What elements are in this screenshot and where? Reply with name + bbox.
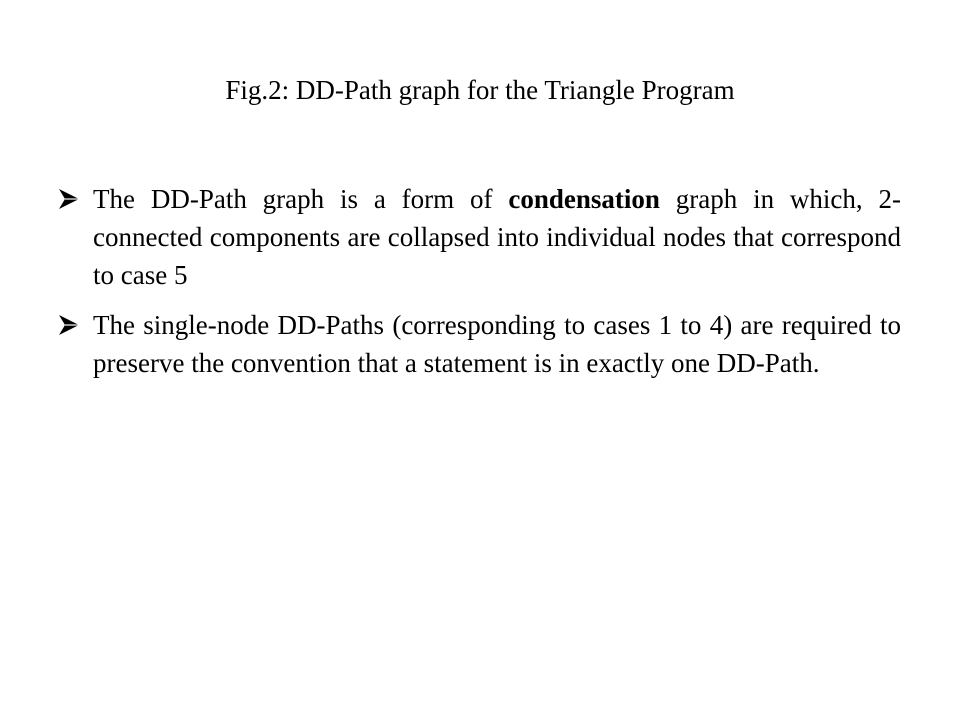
bullet-list	[57, 180, 901, 394]
bullet-text-part: graph in which, 2-connected components are collapsed into individual nodes that correspond to case 5	[93, 184, 901, 290]
arrowhead-bullet-icon	[57, 187, 81, 211]
bullet-text	[93, 184, 901, 290]
bullet-text-part: The DD-Path graph is a form of	[93, 184, 509, 214]
figure-caption: Fig.2: DD-Path graph for the Triangle Program	[225, 75, 735, 105]
bullet-item	[57, 306, 901, 382]
bullet-text-part: The single-node DD-Paths (corresponding to cases 1 to 4) are required to preserve the convention that a statement is in exactly one DD-Path.	[93, 310, 901, 378]
bullet-item	[57, 180, 901, 294]
bullet-text	[93, 310, 901, 378]
emphasized-term: condensation	[508, 184, 660, 214]
arrowhead-bullet-icon	[57, 313, 81, 337]
